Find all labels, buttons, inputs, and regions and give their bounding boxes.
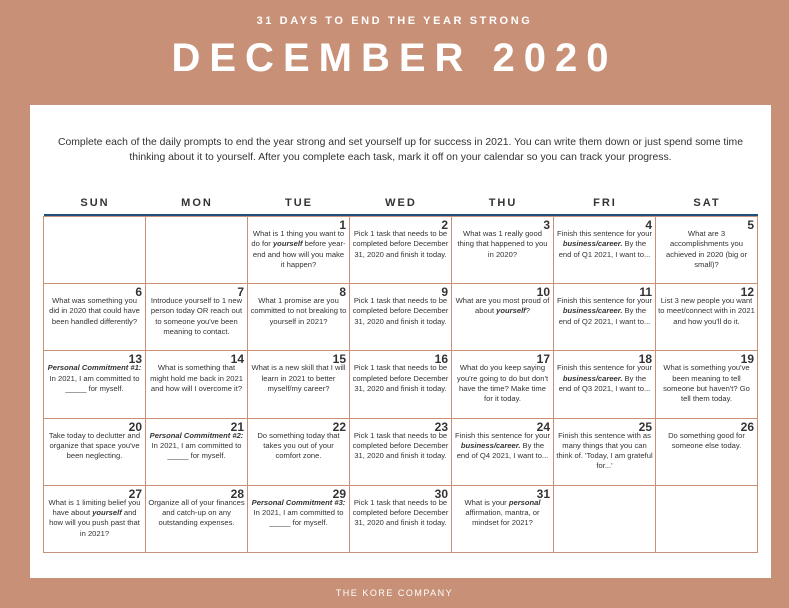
prompt-text: affirmation, mantra, or mindset for 2021? — [465, 508, 540, 528]
day-prompt — [658, 431, 755, 452]
day-cell — [145, 350, 248, 418]
prompt-text: Organize all of your finances and catch-up on any outstanding expenses. — [148, 497, 245, 528]
prompt-text: What was 1 really good thing that happened to you in 2020? — [457, 229, 548, 259]
prompt-text: ? — [525, 306, 530, 316]
day-cell — [655, 350, 758, 418]
day-prompt — [46, 498, 143, 539]
prompt-text: What is something you've been meaning to tell someone but haven't? Go tell them today. — [663, 363, 750, 404]
day-prompt — [658, 296, 755, 327]
day-cell — [451, 485, 554, 553]
day-number: 6 — [135, 285, 142, 300]
day-prompt — [46, 296, 143, 327]
weekday-sun: SUN — [80, 197, 110, 209]
footer-brand: THE KORE COMPANY — [335, 588, 454, 598]
prompt-text: Do something good for someone else today. — [668, 430, 745, 450]
prompt-text: Finish this sentence for your — [557, 296, 652, 306]
day-prompt — [250, 229, 347, 270]
day-number: 17 — [536, 352, 550, 367]
day-cell — [655, 216, 758, 284]
day-number: 19 — [740, 352, 754, 367]
day-number: 23 — [434, 419, 448, 434]
prompt-text: What is your — [464, 497, 509, 507]
day-cell — [43, 418, 146, 486]
day-cell — [451, 216, 554, 284]
weekday-mon: MON — [181, 197, 213, 209]
prompt-emphasis: business/career. — [562, 239, 623, 249]
intro-text: Complete each of the daily prompts to end the year strong and set yourself up for success in 2021. You can write them down or just spend some time thinking about it to yourself. After you complete each task, mark it off on your calendar so you can track your progress. — [57, 137, 743, 163]
day-cell — [349, 350, 452, 418]
day-prompt — [556, 431, 653, 472]
prompt-text: What 1 promise are you committed to not breaking to yourself in 2021? — [250, 296, 347, 326]
calendar-panel — [30, 105, 771, 578]
day-prompt — [658, 363, 755, 404]
prompt-emphasis: yourself — [272, 239, 303, 249]
day-number: 15 — [332, 352, 346, 367]
prompt-emphasis: yourself — [92, 508, 122, 518]
day-prompt — [46, 431, 143, 462]
day-prompt — [658, 229, 755, 270]
prompt-text: Finish this sentence for your — [557, 229, 652, 238]
day-number: 30 — [434, 486, 448, 501]
day-prompt — [148, 363, 245, 394]
prompt-emphasis: business/career. — [460, 440, 521, 450]
day-cell — [247, 216, 350, 284]
empty-day-cell — [43, 216, 146, 284]
calendar-subtitle: 31 DAYS TO END THE YEAR STRONG — [256, 15, 533, 27]
prompt-emphasis: Personal Commitment #3: — [251, 497, 346, 507]
day-cell — [43, 485, 146, 553]
prompt-text: Finish this sentence with as many things that you can think of. 'Today, I am grateful for...' — [556, 430, 653, 471]
day-number: 26 — [740, 419, 754, 434]
day-cell — [145, 418, 248, 486]
day-number: 18 — [638, 352, 652, 367]
day-number: 1 — [339, 218, 346, 232]
prompt-text: What is 1 limiting belief you have about — [48, 497, 141, 518]
day-prompt — [148, 431, 245, 462]
day-prompt — [250, 431, 347, 462]
day-number: 20 — [128, 419, 142, 434]
prompt-text: What do you keep saying you're going to do but don't have the time? Make time for it today. — [456, 363, 549, 404]
prompt-text: By the end of Q3 2021, I want to... — [558, 373, 651, 393]
day-number: 22 — [332, 419, 346, 434]
day-prompt — [454, 363, 551, 404]
day-number: 2 — [441, 218, 448, 232]
prompt-text: Pick 1 task that needs to be completed before December 31, 2020 and finish it today. — [352, 229, 449, 259]
prompt-emphasis: Personal Commitment #1: — [47, 363, 142, 373]
weekday-thu: THU — [488, 197, 518, 209]
day-prompt — [454, 431, 551, 462]
day-prompt — [46, 363, 143, 394]
weekday-wed: WED — [385, 197, 417, 209]
day-prompt — [250, 296, 347, 327]
day-prompt — [352, 363, 449, 394]
prompt-text: Do something today that takes you out of your comfort zone. — [257, 430, 340, 461]
prompt-emphasis: personal — [508, 497, 541, 507]
calendar-title: DECEMBER 2020 — [171, 36, 618, 80]
day-number: 16 — [434, 352, 448, 367]
day-cell — [655, 283, 758, 351]
day-number: 11 — [639, 285, 652, 300]
weekday-header — [44, 197, 758, 213]
day-number: 27 — [128, 486, 142, 501]
day-prompt — [556, 229, 653, 260]
day-prompt — [148, 498, 245, 529]
day-prompt — [352, 498, 449, 529]
day-number: 28 — [230, 486, 244, 501]
day-number: 3 — [543, 218, 550, 232]
prompt-text: Finish this sentence for your — [455, 430, 550, 440]
day-prompt — [454, 498, 551, 529]
day-cell — [43, 350, 146, 418]
prompt-text: What are 3 accomplishments you achieved in 2020 (big or small)? — [665, 229, 748, 269]
prompt-text: What is a new skill that I will learn in 2021 to better myself/my career? — [251, 363, 346, 393]
prompt-text: List 3 new people you want to meet/connect with in 2021 and how you'll do it. — [658, 296, 755, 326]
day-number: 9 — [441, 285, 448, 300]
prompt-text: What is something that might hold me back in 2021 and how will I overcome it? — [150, 363, 243, 393]
day-cell — [451, 350, 554, 418]
day-number: 12 — [740, 285, 754, 300]
day-cell — [553, 350, 656, 418]
prompt-text: and how will you push past that in 2021? — [49, 508, 140, 538]
day-cell — [247, 283, 350, 351]
day-cell — [451, 418, 554, 486]
day-cell — [145, 283, 248, 351]
day-cell — [145, 485, 248, 553]
prompt-text: In 2021, I am committed to _____ for myself. — [151, 440, 242, 461]
prompt-emphasis: yourself — [496, 306, 526, 316]
prompt-text: Pick 1 task that needs to be completed before December 31, 2020 and finish it today. — [352, 363, 449, 393]
day-prompt — [352, 229, 449, 260]
day-cell — [349, 216, 452, 284]
day-prompt — [454, 296, 551, 317]
day-cell — [247, 418, 350, 486]
day-number: 21 — [230, 419, 244, 434]
calendar-grid — [44, 217, 758, 553]
empty-day-cell — [553, 485, 656, 553]
day-cell — [451, 283, 554, 351]
prompt-text: By the end of Q2 2021, I want to... — [558, 306, 651, 326]
day-number: 24 — [536, 419, 550, 434]
prompt-text: Pick 1 task that needs to be completed before December 31, 2020 and finish it today. — [352, 497, 449, 528]
weekday-fri: FRI — [593, 197, 617, 209]
weekday-tue: TUE — [285, 197, 313, 209]
day-cell — [349, 418, 452, 486]
prompt-text: Pick 1 task that needs to be completed before December 31, 2020 and finish it today. — [352, 430, 449, 461]
weekday-sat: SAT — [693, 197, 721, 209]
day-cell — [553, 216, 656, 284]
empty-day-cell — [145, 216, 248, 284]
prompt-emphasis: business/career. — [562, 373, 623, 383]
prompt-text: What is 1 thing you want to do for — [251, 229, 345, 249]
prompt-text: Introduce yourself to 1 new person today OR reach out to someone you've been meaning to contact. — [150, 296, 243, 337]
prompt-text: In 2021, I am committed to _____ for myself. — [49, 373, 140, 393]
day-cell — [349, 283, 452, 351]
day-cell — [349, 485, 452, 553]
day-number: 14 — [230, 352, 244, 367]
day-number: 4 — [645, 218, 652, 232]
day-prompt — [352, 431, 449, 462]
day-prompt — [556, 296, 653, 327]
prompt-text: What are you most proud of about — [455, 296, 550, 316]
day-number: 25 — [638, 419, 652, 434]
day-number: 10 — [536, 285, 550, 300]
day-cell — [247, 485, 350, 553]
day-number: 8 — [339, 285, 346, 300]
day-cell — [247, 350, 350, 418]
empty-day-cell — [655, 485, 758, 553]
prompt-text: Finish this sentence for your — [557, 363, 652, 373]
day-number: 31 — [536, 486, 550, 501]
day-cell — [43, 283, 146, 351]
prompt-text: By the end of Q1 2021, I want to... — [558, 239, 651, 259]
day-prompt — [250, 498, 347, 529]
prompt-text: Take today to declutter and organize that space you've been neglecting. — [48, 430, 141, 461]
day-number: 29 — [332, 486, 346, 501]
prompt-text: By the end of Q4 2021, I want to... — [456, 440, 549, 461]
day-prompt — [250, 363, 347, 394]
day-cell — [553, 283, 656, 351]
prompt-text: Pick 1 task that needs to be completed before December 31, 2020 and finish it today. — [352, 296, 449, 326]
prompt-emphasis: Personal Commitment #2: — [149, 430, 244, 440]
prompt-text: In 2021, I am committed to _____ for myself. — [253, 508, 344, 528]
day-number: 5 — [747, 218, 754, 232]
day-prompt — [148, 296, 245, 337]
day-prompt — [556, 363, 653, 394]
prompt-text: before year-end and how will you make it happen? — [252, 239, 346, 269]
prompt-text: What was something you did in 2020 that could have been handled differently? — [49, 296, 140, 326]
day-prompt — [352, 296, 449, 327]
day-number: 7 — [237, 285, 244, 300]
day-number: 13 — [128, 352, 142, 367]
day-cell — [655, 418, 758, 486]
day-cell — [553, 418, 656, 486]
prompt-emphasis: business/career. — [562, 306, 623, 316]
day-prompt — [454, 229, 551, 260]
